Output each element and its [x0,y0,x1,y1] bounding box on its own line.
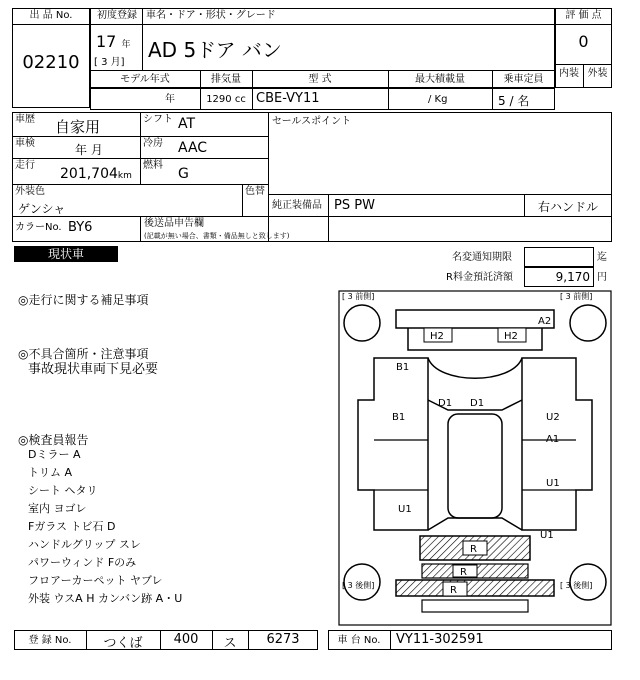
inspector-heading: ◎検査員報告 [18,433,89,447]
color-no-label: カラーNo. [15,222,62,233]
recycle-amount: 9,170 [555,270,590,284]
name-label: 車名・ドア・形状・グレード [146,10,276,21]
reg-label: 登 録 No. [28,635,72,646]
year-unit: 年 [121,40,131,50]
score-label: 評 価 点 [565,10,602,21]
inspector-item: トリム A [28,466,73,479]
corner-label-bl: [ 3 後側] [342,581,375,590]
mark-u1-right-upper: U1 [546,478,560,489]
mileage-value: 201,704 [60,166,118,182]
mark-h2-right: H2 [504,331,518,342]
displacement-label: 排気量 [211,74,241,85]
model-label: 型 式 [308,74,332,85]
max-load-value: / Kg [428,94,448,105]
roof-panel [448,414,502,518]
selling-points-label: セールスポイント [272,116,352,127]
steering-value: 右ハンドル [537,200,598,214]
mark-b1-top: B1 [396,362,410,373]
history-label: 車歴 [15,114,35,125]
aftermarket-label: 後送品申告欄 [144,218,204,229]
first-reg-year: 17 [96,32,117,51]
car-name: AD 5ドア バン [148,38,282,62]
inspector-item: シート ヘタリ [28,484,98,497]
fuel-label: 燃料 [143,160,163,171]
reg-number: 6273 [266,632,300,647]
lot-number: 02210 [22,52,80,73]
ac-value: AAC [178,140,208,156]
inspector-item: フロアーカーペット ヤブレ [28,574,163,587]
model-year-label: モデル年式 [120,74,170,85]
corner-label-tr: [ 3 前側] [560,292,593,301]
equipment-label: 純正装備品 [272,200,322,211]
inspector-item: Fガラス トビ石 D [28,520,116,533]
shift-label: シフト [143,114,173,125]
title-change-unit: 迄 [597,252,607,263]
chassis-number: VY11-302591 [396,632,484,647]
color-change-label: 色替 [245,186,265,197]
mark-h2-left: H2 [430,331,444,342]
inspection-label: 車検 [15,138,35,149]
mark-b1-mid: B1 [392,412,406,423]
color-value: ゲンシャ [18,202,66,216]
capacity-label: 乗車定員 [503,74,544,85]
history-value: 自家用 [55,118,101,136]
mark-u2: U2 [546,412,560,423]
inspector-item: パワーウィンド Fのみ [28,556,137,569]
left-body-side [358,358,428,530]
shift-value: AT [178,116,196,132]
title-change-box [524,247,594,267]
mark-d1-right: D1 [470,398,485,409]
title-change-label: 名変通知期限 [452,252,512,263]
mark-a2: A2 [538,316,552,327]
corner-label-br: [ 3 後側] [560,581,593,590]
recycle-label: R料金預託済額 [446,272,513,283]
front-right-wheel [570,305,606,341]
lot-label: 出 品 No. [29,10,73,21]
defects-heading: ◎不具合箇所・注意事項 [18,347,149,361]
model-year-unit: 年 [165,94,175,105]
inspector-item: 外装 ウスA H カンバン跡 A・U [28,592,183,605]
rear-window-line [428,518,522,530]
capacity-value: 5 / 名 [498,94,530,108]
inspector-item: Dミラー A [28,448,81,461]
driving-heading: ◎走行に関する補足事項 [18,293,149,307]
aftermarket-note: (記載が無い場合、書類・備品無しと致します) [144,232,290,240]
inspector-item: ハンドルグリップ スレ [28,538,141,551]
windshield-line [428,358,522,378]
front-bumper [396,310,554,328]
front-left-wheel [344,305,380,341]
fuel-value: G [178,166,189,182]
defects-text: 事故現状車両下見必要 [28,362,159,377]
current-status-badge: 現状車 [14,246,118,262]
interior-label: 内装 [559,68,579,79]
color-no-value: BY6 [68,220,93,235]
rear-skirt [422,600,528,612]
mark-r-lower: R [450,585,457,596]
mark-r-bumper: R [460,567,467,578]
reg-class: 400 [173,632,199,647]
model-value: CBE-VY11 [256,91,320,106]
mileage-unit: km [117,171,132,181]
corner-label-tl: [ 3 前側] [342,292,375,301]
inspection-value: 年 月 [75,143,103,157]
chassis-label: 車 台 No. [337,635,381,646]
rear-bumper [396,580,554,596]
inspector-item: 室内 ヨゴレ [28,502,87,515]
max-load-label: 最大積載量 [415,74,465,85]
reg-kana: ス [223,636,237,651]
displacement-value: 1290 cc [206,94,246,105]
recycle-unit: 円 [597,272,607,283]
mark-d1-left: D1 [438,398,453,409]
mark-a1: A1 [546,434,560,445]
score-value: 0 [578,32,589,51]
first-reg-month: [ 3 月] [94,57,125,68]
first-reg-label: 初度登録 [97,10,137,21]
mark-u1-left: U1 [398,504,412,515]
mileage-label: 走行 [15,160,35,171]
color-label: 外装色 [15,186,45,197]
ac-label: 冷房 [143,138,163,149]
equipment-value: PS PW [334,198,375,213]
reg-region: つくば [103,636,143,651]
mark-r-rear: R [470,544,477,555]
car-condition-diagram [338,290,612,626]
exterior-label: 外装 [587,68,608,79]
mark-u1-right-lower: U1 [540,530,554,541]
